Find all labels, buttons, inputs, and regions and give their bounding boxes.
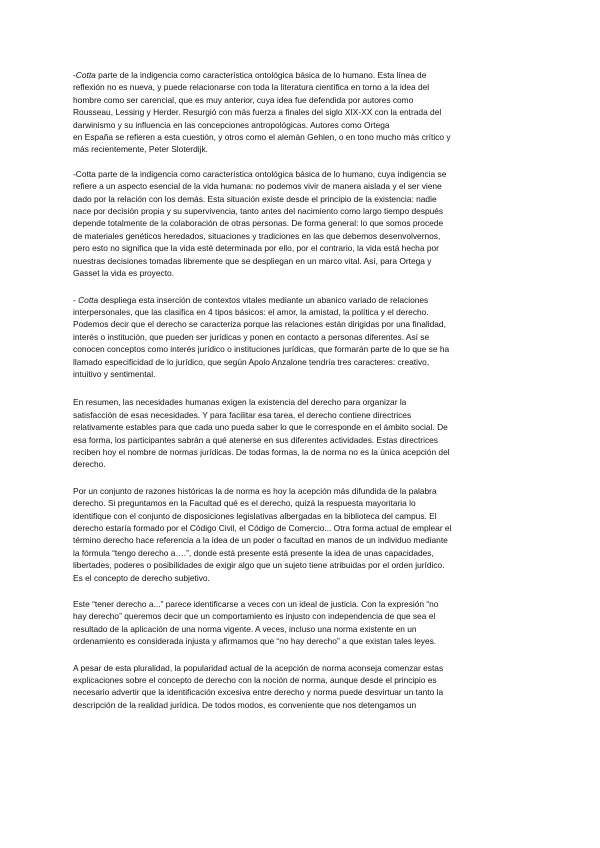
text-line: descripción de la realidad jurídica. De todos modos, es conveniente que nos detengamos un xyxy=(73,699,417,710)
text-line: -Cotta parte de la indigencia como característica ontológica básica de lo humano. Esta línea de xyxy=(73,70,427,80)
text-line: darwinismo y su influencia en las concepciones antropológicas. Autores como Ortega xyxy=(73,119,390,130)
text-line: libertades, poderes o posibilidades de exigir algo que un sujeto tiene atribuidas por el orden jurídico. xyxy=(73,560,445,571)
paragraph-4 xyxy=(73,396,532,470)
text-line: interpersonales, que las clasifica en 4 tipos básicos: el amor, la amistad, la política y el derecho. xyxy=(73,306,429,317)
text-line: derecho. xyxy=(73,459,106,470)
text-line: depende totalmente de la colaboración de otras personas. De forma general: lo que somos procede xyxy=(73,218,444,229)
text-line: pero esto no significa que la vida esté determinada por ello, por el contrario, la vida está hecha por xyxy=(73,243,439,254)
text-line: derecho. Si preguntamos en la Facultad qué es el derecho, quizá la respuesta mayoritaria lo xyxy=(73,498,416,509)
text-line: resultado de la aplicación de una norma vigente. A veces, incluso una norma existente en un xyxy=(73,623,417,634)
paragraph-7 xyxy=(73,662,532,712)
text-line: - Cotta despliega esta inserción de contextos vitales mediante un abanico variado de relaciones xyxy=(73,294,429,305)
text-line: dado por la relación con los demás. Esta situación existe desde el principio de la existencia: nadie xyxy=(73,193,437,204)
text-line: necesario advertir que la identificación excesiva entre derecho y norma puede desvirtuar un tanto la xyxy=(73,687,444,698)
text-line: Podemos decir que el derecho se caracteriza porque las relaciones están dirigidas por una finalidad, xyxy=(73,319,446,330)
text-line: reflexión no es nueva, y puede relacionarse con toda la literatura científica en torno a la idea del xyxy=(73,82,430,93)
text-line: refiere a un aspecto esencial de la vida humana: no podemos vivir de manera aislada y el ser viene xyxy=(73,181,442,192)
text-line: Este “tener derecho a...” parece identificarse a veces con un ideal de justicia. Con la expresión “no xyxy=(73,599,439,610)
text-line: nace por decisión propia y su supervivencia, tanto antes del nacimiento como largo tiempo después xyxy=(73,206,444,217)
paragraph-5 xyxy=(73,485,532,584)
text-line: derecho estaría formado por el Código Civil, el Código de Comercio... Otra forma actual de emplear el xyxy=(73,523,452,533)
text-line: relativamente estables para que cada uno pueda saber lo que le corresponde en el ámbito social. De xyxy=(73,422,448,433)
text-line: hombre como ser carencial, que es muy anterior, cuya idea fue defendida por autores como xyxy=(73,94,414,105)
text-line: explicaciones sobre el concepto de derecho con la noción de norma, aunque desde el principio es xyxy=(73,675,437,686)
text-line: la fórmula “tengo derecho a….”, donde está presente está presente la idea de unas capacidades, xyxy=(73,547,434,558)
text-line: más recientemente, Peter Sloterdijk. xyxy=(73,144,208,155)
text-line: conocen conceptos como interés jurídico o instituciones jurídicas, que formarán parte de lo que se ha xyxy=(73,344,450,355)
text-line: ordenamiento es considerada injusta y afirmamos que “no hay derecho” a que existan tales leyes. xyxy=(73,636,437,647)
text-line: intuitivo y sentimental. xyxy=(73,368,156,379)
text-line: interés o institución, que pueden ser jurídicas y ponen en contacto a personas diferentes. Así se xyxy=(73,331,430,342)
text-line: nuestras decisiones tomadas libremente que se despliegan en un marco vital. Así, para Ortega y xyxy=(73,255,432,266)
text-line: llamado especificidad de lo jurídico, que según Apolo Anzalone tendría tres caracteres: creativo, xyxy=(73,356,430,367)
text-line: término derecho hace referencia a la idea de un poder o facultad en manos de un individuo mediante xyxy=(73,535,448,546)
paragraph-3 xyxy=(73,294,532,381)
paragraph-2 xyxy=(73,168,532,280)
text-line: de materiales genéticos heredados, situaciones y tradiciones en las que debemos desenvolvernos, xyxy=(73,230,441,241)
text-line: esa forma, los participantes sabrán a qué atenerse en sus diferentes actividades. Estas directrices xyxy=(73,434,438,445)
paragraph-6 xyxy=(73,598,532,648)
text-line: en España se refieren a esta cuestión, y otros como el alemán Gehlen, o en tono mucho más crítico y xyxy=(73,132,451,143)
text-line: Rousseau, Lessing y Herder. Resurgió con más fuerza a finales del siglo XIX-XX con la entrada del xyxy=(73,107,442,118)
text-line: -Cotta parte de la indigencia como característica ontológica básica de lo humano, cuya indigencia se xyxy=(73,168,447,179)
text-line: Es el concepto de derecho subjetivo. xyxy=(73,572,210,583)
paragraph-1 xyxy=(73,69,532,156)
text-line: identifique con el conjunto de disposiciones legislativas albergadas en la biblioteca del campus. El xyxy=(73,510,437,521)
text-line: En resumen, las necesidades humanas exigen la existencia del derecho para organizar la xyxy=(73,397,407,408)
text-line: hay derecho” queremos decir que un comportamiento es injusto con independencia de que sea el xyxy=(73,611,436,622)
text-line: Por un conjunto de razones históricas la de norma es hoy la acepción más difundida de la palabra xyxy=(73,485,437,496)
text-line: Gasset la vida es proyecto. xyxy=(73,268,175,279)
text-line: A pesar de esta pluralidad, la popularidad actual de la acepción de norma aconseja comenzar estas xyxy=(73,662,444,673)
text-line: satisfacción de esas necesidades. Y para facilitar esa tarea, el derecho contiene directrices xyxy=(73,409,412,420)
text-line: reciben hoy el nombre de normas jurídicas. De todas formas, la de norma no es la única acepción del xyxy=(73,446,450,457)
